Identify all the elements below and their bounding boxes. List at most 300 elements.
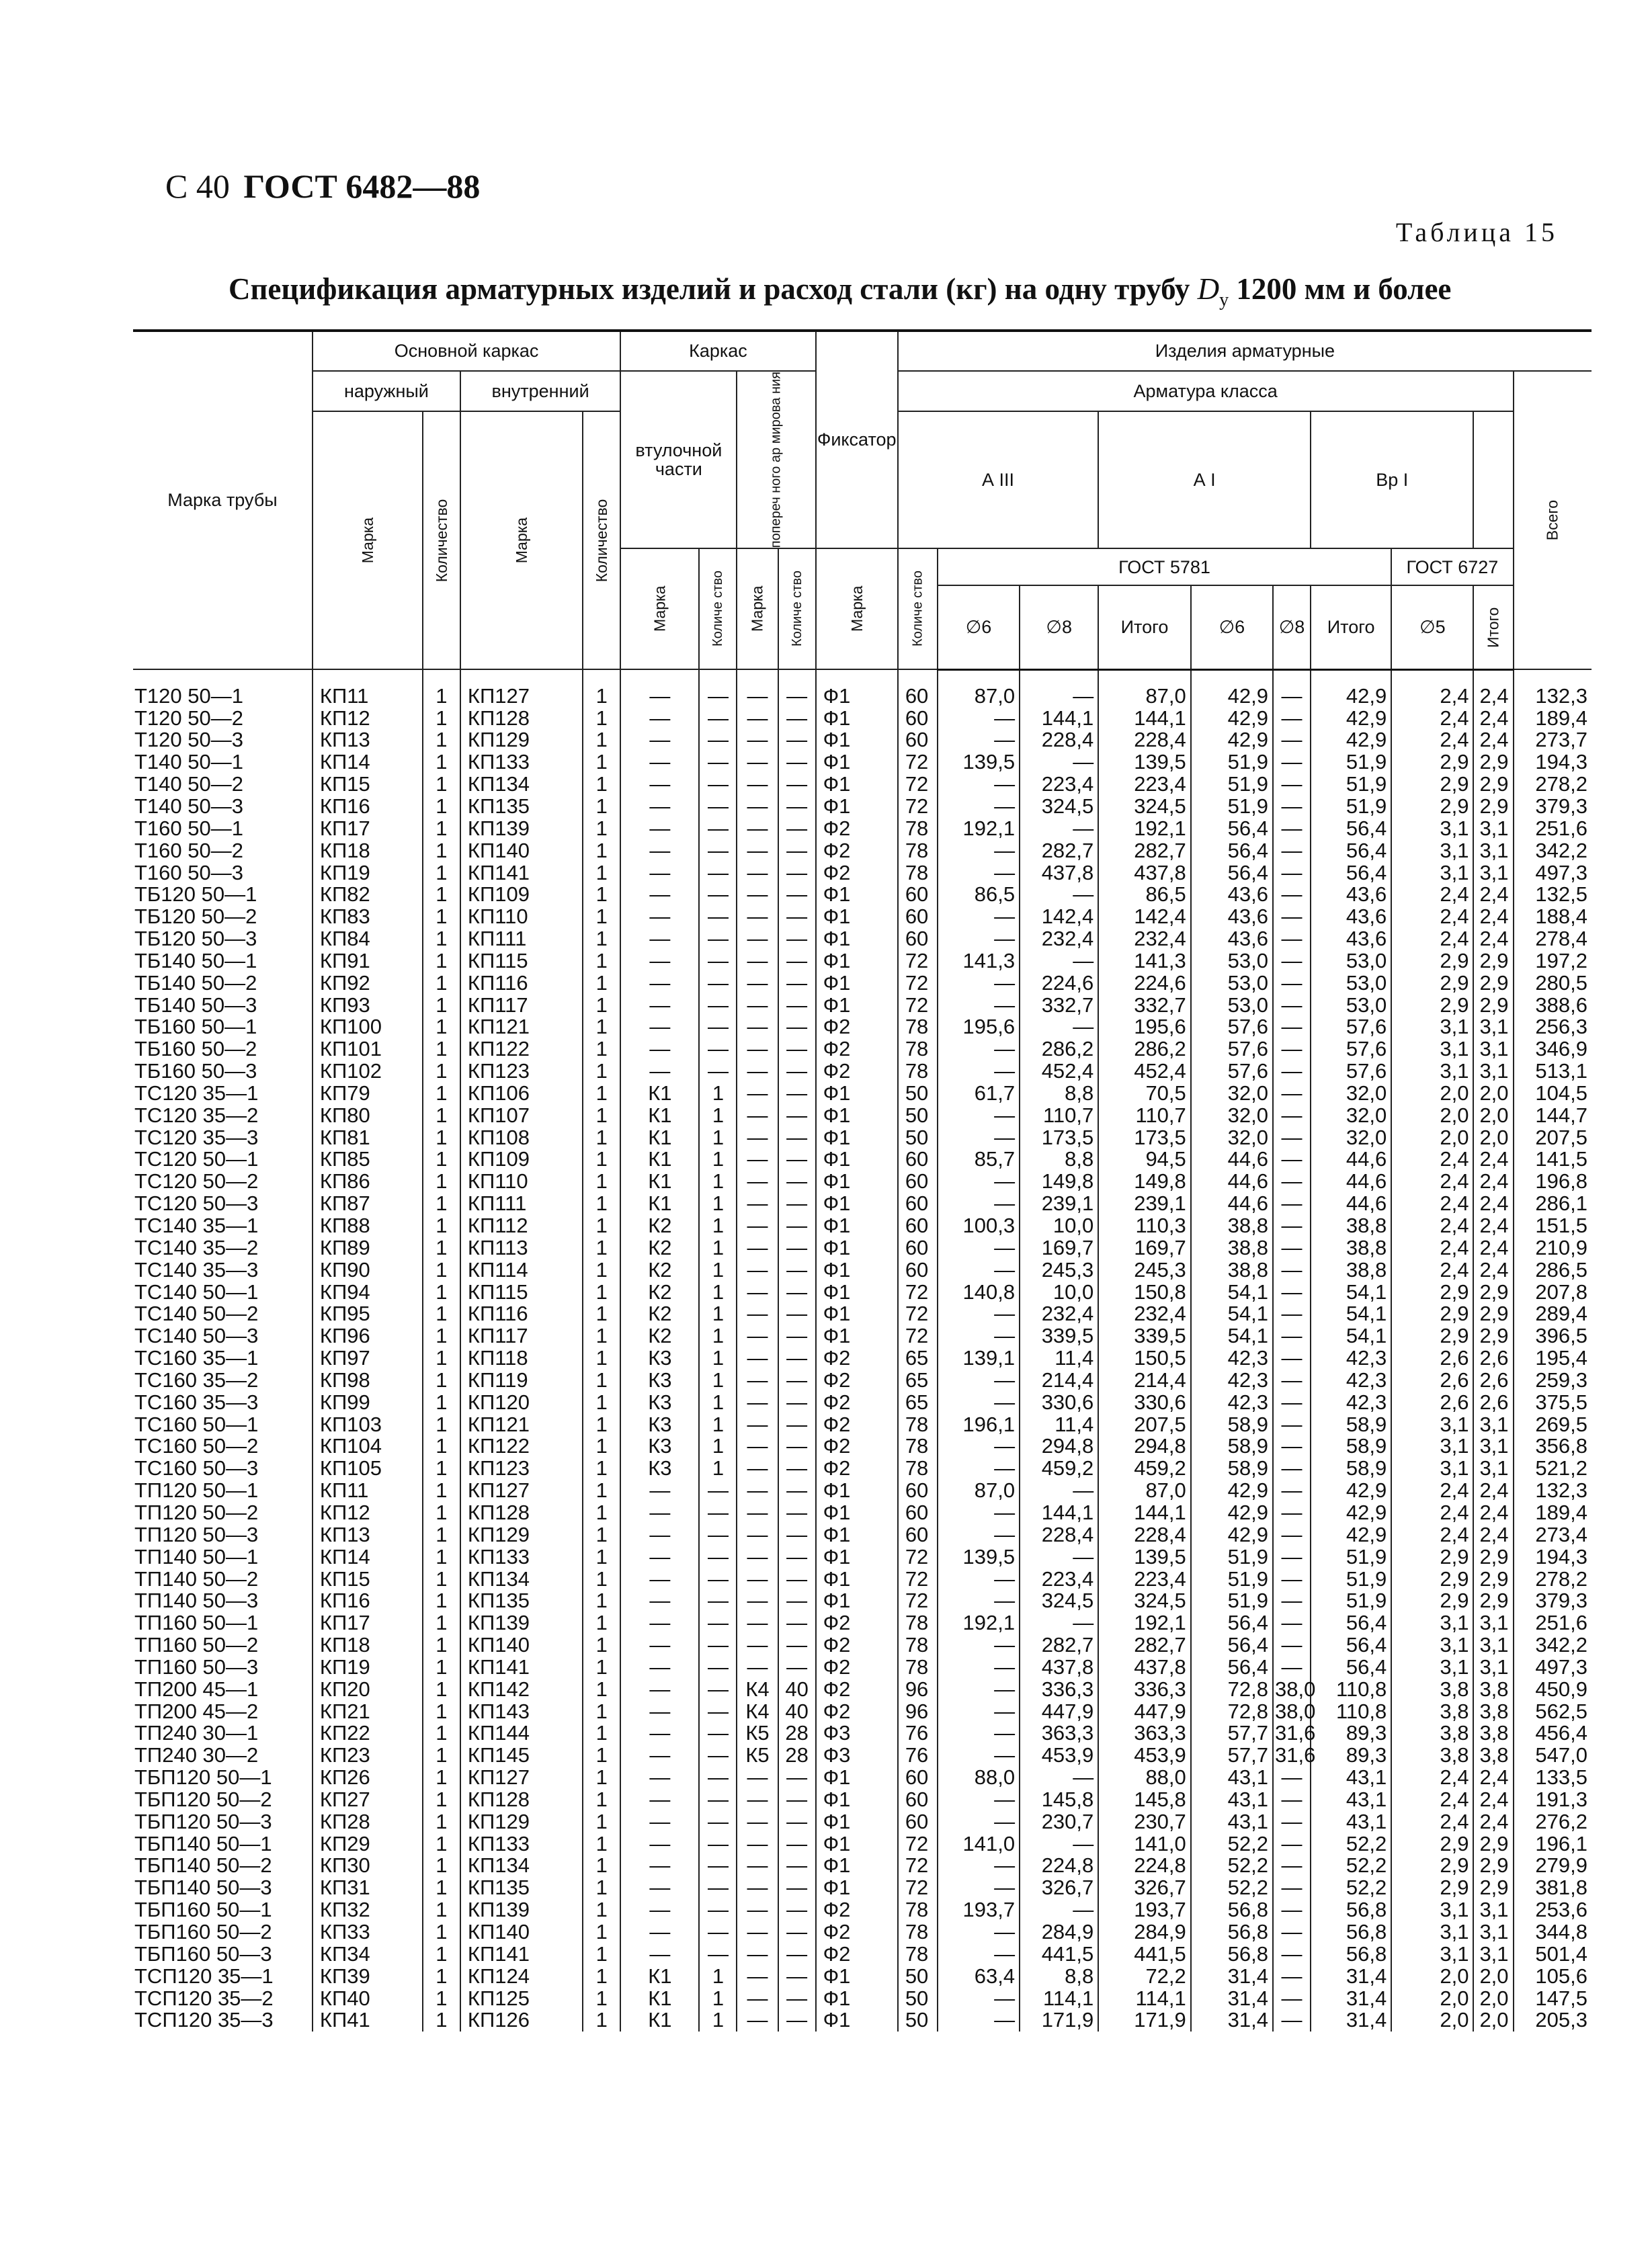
cell-a1-d6: 51,9 (1191, 796, 1273, 818)
cell-a1-d8: — (1273, 884, 1311, 906)
cell-a1-d8: 31,6 (1273, 1722, 1311, 1745)
cell-outer-mark: КП98 (313, 1370, 423, 1392)
cell-inner-qty: 1 (583, 1060, 620, 1083)
cell-sleeve-mark: К1 (620, 1966, 699, 1988)
cell-outer-qty: 1 (423, 1148, 460, 1171)
col-inner: внутренний (460, 371, 620, 411)
cell-a1-d8: — (1273, 1435, 1311, 1458)
page-header (165, 167, 480, 206)
cell-bp1-d5: 2,9 (1391, 1833, 1473, 1855)
cell-bp1-d5: 2,9 (1391, 972, 1473, 995)
cell-pipe-mark: ТБП140 50—3 (134, 1876, 272, 1900)
cell-inner-mark: КП107 (460, 1105, 583, 1127)
cell-a3-d6: 88,0 (938, 1767, 1020, 1789)
cell-sleeve-mark: — (620, 1016, 699, 1038)
cell-a3-total: 324,5 (1098, 1590, 1191, 1612)
cell-sleeve-mark: — (620, 1060, 699, 1083)
cell-sleeve-mark: — (620, 1722, 699, 1745)
cell-sleeve-mark: — (620, 906, 699, 928)
cell-a3-d8: 114,1 (1020, 1988, 1098, 2010)
cell-outer-qty: 1 (423, 840, 460, 862)
cell-a1-d8: — (1273, 1347, 1311, 1370)
table-row (133, 1060, 1592, 1083)
col-a3: А III (898, 411, 1098, 548)
cell-a1-d8: — (1273, 1988, 1311, 2010)
cell-inner-mark: КП119 (460, 1370, 583, 1392)
cell-inner-mark: КП116 (460, 972, 583, 995)
cell-bp1-total: 2,9 (1473, 1590, 1513, 1612)
cell-a3-d6: — (938, 1590, 1020, 1612)
cell-transverse-mark: — (737, 1811, 778, 1833)
cell-inner-qty: 1 (583, 1833, 620, 1855)
cell-a3-d6: — (938, 1458, 1020, 1480)
title-subscript: у (1219, 290, 1229, 310)
cell-fixator-qty: 60 (898, 729, 938, 751)
col-bp1-total: Итого (1473, 585, 1513, 669)
cell-pipe-mark: ТБ140 50—3 (134, 993, 257, 1017)
cell-sleeve-mark: — (620, 1524, 699, 1546)
cell-grand-total: 251,6 (1514, 818, 1592, 840)
cell-a3-d8: — (1020, 1612, 1098, 1634)
table-row (133, 796, 1592, 818)
cell-a3-d8: 437,8 (1020, 1657, 1098, 1679)
cell-pipe-mark: ТС160 50—1 (134, 1412, 259, 1436)
cell-inner-qty: 1 (583, 669, 620, 707)
cell-fixator-mark: Ф2 (816, 1634, 898, 1657)
cell-sleeve-mark: — (620, 1745, 699, 1767)
cell-inner-qty: 1 (583, 928, 620, 950)
cell-outer-qty: 1 (423, 1193, 460, 1215)
cell-a1-total: 53,0 (1311, 972, 1391, 995)
cell-transverse-qty: — (778, 1524, 816, 1546)
cell-a3-d8: 336,3 (1020, 1679, 1098, 1701)
cell-inner-mark: КП122 (460, 1435, 583, 1458)
cell-sleeve-mark: К1 (620, 1105, 699, 1127)
title-symbol: D (1197, 272, 1220, 306)
cell-fixator-mark: Ф2 (816, 1370, 898, 1392)
col-pipe-mark: Марка трубы (133, 331, 313, 669)
cell-a1-d8: 38,0 (1273, 1679, 1311, 1701)
cell-bp1-total: 3,1 (1473, 1943, 1513, 1966)
cell-inner-qty: 1 (583, 1016, 620, 1038)
cell-outer-mark: КП11 (313, 1480, 423, 1502)
cell-sleeve-mark: К1 (620, 1127, 699, 1149)
cell-inner-qty: 1 (583, 1943, 620, 1966)
cell-fixator-mark: Ф1 (816, 708, 898, 730)
cell-bp1-total: 2,4 (1473, 708, 1513, 730)
cell-a3-total: 459,2 (1098, 1458, 1191, 1480)
cell-a3-total: 150,8 (1098, 1282, 1191, 1304)
cell-sleeve-mark: — (620, 708, 699, 730)
cell-a1-total: 38,8 (1311, 1259, 1391, 1282)
cell-a3-d8: 459,2 (1020, 1458, 1098, 1480)
cell-a1-total: 44,6 (1311, 1193, 1391, 1215)
cell-pipe-mark: ТС160 35—3 (134, 1390, 259, 1414)
cell-outer-qty: 1 (423, 1789, 460, 1811)
cell-fixator-qty: 60 (898, 1480, 938, 1502)
cell-grand-total: 562,5 (1514, 1701, 1592, 1723)
cell-inner-qty: 1 (583, 1171, 620, 1193)
cell-fixator-mark: Ф2 (816, 1701, 898, 1723)
cell-transverse-qty: — (778, 1435, 816, 1458)
cell-a3-d8: 282,7 (1020, 840, 1098, 862)
cell-inner-mark: КП115 (460, 950, 583, 972)
cell-fixator-qty: 78 (898, 1435, 938, 1458)
cell-outer-mark: КП86 (313, 1171, 423, 1193)
cell-outer-mark: КП19 (313, 1657, 423, 1679)
cell-bp1-d5: 3,1 (1391, 840, 1473, 862)
cell-inner-mark: КП133 (460, 1833, 583, 1855)
cell-grand-total: 188,4 (1514, 906, 1592, 928)
cell-bp1-total: 3,8 (1473, 1722, 1513, 1745)
cell-inner-qty: 1 (583, 1458, 620, 1480)
cell-a3-d6: — (938, 906, 1020, 928)
cell-outer-mark: КП13 (313, 729, 423, 751)
cell-fixator-qty: 60 (898, 669, 938, 707)
cell-sleeve-qty: 1 (699, 1392, 737, 1414)
cell-a3-total: 141,0 (1098, 1833, 1191, 1855)
cell-inner-qty: 1 (583, 884, 620, 906)
table-row (133, 995, 1592, 1017)
cell-inner-mark: КП143 (460, 1701, 583, 1723)
cell-sleeve-mark: — (620, 928, 699, 950)
cell-a3-d6: — (938, 1370, 1020, 1392)
cell-a3-d8: 171,9 (1020, 2009, 1098, 2032)
cell-inner-mark: КП144 (460, 1722, 583, 1745)
cell-inner-qty: 1 (583, 1215, 620, 1237)
cell-sleeve-mark: — (620, 1833, 699, 1855)
cell-fixator-qty: 96 (898, 1701, 938, 1723)
col-frame: Каркас (620, 331, 815, 371)
page-number: С 40 (165, 167, 230, 205)
cell-a1-total: 38,8 (1311, 1215, 1391, 1237)
col-outer-qty: Количество (423, 411, 460, 669)
cell-a3-d6: — (938, 1657, 1020, 1679)
cell-a3-d6: — (938, 1877, 1020, 1899)
cell-transverse-mark: — (737, 1590, 778, 1612)
cell-grand-total: 141,5 (1514, 1148, 1592, 1171)
cell-a1-d8: — (1273, 1105, 1311, 1127)
cell-transverse-qty: — (778, 1634, 816, 1657)
cell-pipe-mark: ТС160 50—3 (134, 1456, 259, 1480)
cell-a3-total: 452,4 (1098, 1060, 1191, 1083)
cell-outer-mark: КП101 (313, 1038, 423, 1060)
cell-transverse-mark: — (737, 1325, 778, 1347)
cell-transverse-qty: — (778, 1480, 816, 1502)
cell-a3-total: 72,2 (1098, 1966, 1191, 1988)
cell-a3-d6: — (938, 995, 1020, 1017)
cell-grand-total: 151,5 (1514, 1215, 1592, 1237)
cell-a3-total: 324,5 (1098, 796, 1191, 818)
cell-a1-d8: — (1273, 1590, 1311, 1612)
cell-inner-mark: КП128 (460, 1789, 583, 1811)
cell-fixator-qty: 60 (898, 1767, 938, 1789)
cell-transverse-qty: — (778, 1237, 816, 1259)
cell-inner-mark: КП109 (460, 884, 583, 906)
cell-outer-mark: КП15 (313, 1568, 423, 1591)
cell-fixator-mark: Ф1 (816, 1546, 898, 1568)
cell-a1-total: 54,1 (1311, 1303, 1391, 1325)
cell-outer-mark: КП31 (313, 1877, 423, 1899)
cell-a1-total: 57,6 (1311, 1016, 1391, 1038)
cell-a3-d6: — (938, 1325, 1020, 1347)
cell-transverse-mark: — (737, 818, 778, 840)
cell-bp1-total: 3,1 (1473, 1060, 1513, 1083)
cell-sleeve-qty: — (699, 796, 737, 818)
cell-bp1-total: 3,1 (1473, 818, 1513, 840)
cell-a1-d6: 56,4 (1191, 818, 1273, 840)
cell-transverse-mark: — (737, 1458, 778, 1480)
cell-a3-d6: — (938, 1722, 1020, 1745)
cell-a1-d6: 56,4 (1191, 1634, 1273, 1657)
col-a1-total: Итого (1311, 585, 1391, 669)
cell-grand-total: 194,3 (1514, 1546, 1592, 1568)
cell-sleeve-qty: — (699, 729, 737, 751)
cell-inner-qty: 1 (583, 1524, 620, 1546)
cell-inner-mark: КП129 (460, 1524, 583, 1546)
cell-fixator-qty: 50 (898, 1966, 938, 1988)
cell-a1-total: 51,9 (1311, 773, 1391, 796)
cell-a3-d8: 228,4 (1020, 1524, 1098, 1546)
cell-a3-total: 169,7 (1098, 1237, 1191, 1259)
cell-a1-d6: 31,4 (1191, 2009, 1273, 2032)
cell-a3-d6: — (938, 2009, 1020, 2032)
cell-a1-d8: — (1273, 862, 1311, 884)
cell-grand-total: 253,6 (1514, 1899, 1592, 1921)
cell-sleeve-mark: — (620, 1590, 699, 1612)
cell-a1-d8: — (1273, 1789, 1311, 1811)
cell-fixator-qty: 60 (898, 1811, 938, 1833)
cell-a1-total: 51,9 (1311, 1568, 1391, 1591)
table-row (133, 1325, 1592, 1347)
table-row (133, 862, 1592, 884)
cell-fixator-mark: Ф3 (816, 1722, 898, 1745)
cell-transverse-qty: — (778, 1215, 816, 1237)
cell-a1-d6: 58,9 (1191, 1458, 1273, 1480)
cell-bp1-d5: 2,9 (1391, 1877, 1473, 1899)
cell-outer-qty: 1 (423, 1458, 460, 1480)
cell-a1-d6: 42,3 (1191, 1370, 1273, 1392)
table-row (133, 1833, 1592, 1855)
cell-sleeve-mark: К3 (620, 1435, 699, 1458)
cell-bp1-d5: 2,4 (1391, 1524, 1473, 1546)
cell-a3-d8: 10,0 (1020, 1215, 1098, 1237)
cell-a1-total: 38,8 (1311, 1237, 1391, 1259)
cell-fixator-mark: Ф1 (816, 773, 898, 796)
cell-outer-mark: КП18 (313, 1634, 423, 1657)
cell-a1-total: 58,9 (1311, 1435, 1391, 1458)
cell-transverse-qty: — (778, 1414, 816, 1436)
cell-fixator-mark: Ф1 (816, 1877, 898, 1899)
cell-sleeve-mark: К2 (620, 1215, 699, 1237)
cell-grand-total: 379,3 (1514, 796, 1592, 818)
cell-transverse-qty: — (778, 1767, 816, 1789)
cell-inner-qty: 1 (583, 1303, 620, 1325)
cell-transverse-mark: — (737, 1347, 778, 1370)
cell-sleeve-mark: К3 (620, 1458, 699, 1480)
cell-bp1-total: 2,9 (1473, 1282, 1513, 1304)
cell-fixator-qty: 50 (898, 1083, 938, 1105)
cell-outer-mark: КП39 (313, 1966, 423, 1988)
cell-inner-qty: 1 (583, 840, 620, 862)
cell-fixator-mark: Ф1 (816, 1282, 898, 1304)
cell-inner-qty: 1 (583, 1370, 620, 1392)
cell-bp1-d5: 3,1 (1391, 1038, 1473, 1060)
cell-pipe-mark: ТС120 35—3 (134, 1125, 259, 1149)
cell-fixator-mark: Ф1 (816, 1767, 898, 1789)
cell-outer-mark: КП92 (313, 972, 423, 995)
cell-outer-qty: 1 (423, 1237, 460, 1259)
cell-transverse-qty: — (778, 729, 816, 751)
cell-inner-mark: КП134 (460, 773, 583, 796)
cell-outer-qty: 1 (423, 1083, 460, 1105)
cell-a3-total: 88,0 (1098, 1767, 1191, 1789)
cell-outer-qty: 1 (423, 1282, 460, 1304)
cell-bp1-total: 2,0 (1473, 1083, 1513, 1105)
cell-a1-total: 44,6 (1311, 1171, 1391, 1193)
cell-outer-qty: 1 (423, 1016, 460, 1038)
cell-fixator-qty: 78 (898, 818, 938, 840)
cell-a3-total: 228,4 (1098, 1524, 1191, 1546)
cell-inner-qty: 1 (583, 1038, 620, 1060)
cell-a1-d6: 52,2 (1191, 1877, 1273, 1899)
cell-outer-qty: 1 (423, 1921, 460, 1943)
cell-outer-qty: 1 (423, 1701, 460, 1723)
cell-a3-total: 228,4 (1098, 729, 1191, 751)
cell-transverse-qty: — (778, 1966, 816, 1988)
cell-fixator-qty: 50 (898, 1988, 938, 2010)
cell-fixator-mark: Ф1 (816, 1568, 898, 1591)
cell-fixator-qty: 78 (898, 1612, 938, 1634)
cell-a3-d6: — (938, 1811, 1020, 1833)
cell-sleeve-qty: 1 (699, 1171, 737, 1193)
cell-fixator-mark: Ф2 (816, 818, 898, 840)
cell-a1-d8: — (1273, 796, 1311, 818)
col-products: Изделия арматурные (898, 331, 1592, 371)
cell-a3-d6: — (938, 1171, 1020, 1193)
cell-fixator-qty: 96 (898, 1679, 938, 1701)
cell-a3-d6: — (938, 1392, 1020, 1414)
cell-transverse-qty: — (778, 1899, 816, 1921)
table-row (133, 1657, 1592, 1679)
cell-inner-qty: 1 (583, 773, 620, 796)
cell-a3-d8: 339,5 (1020, 1325, 1098, 1347)
cell-transverse-qty: — (778, 669, 816, 707)
cell-transverse-mark: — (737, 840, 778, 862)
cell-sleeve-qty: — (699, 1722, 737, 1745)
cell-sleeve-qty: — (699, 1016, 737, 1038)
cell-a3-d6: — (938, 1921, 1020, 1943)
cell-bp1-total: 2,4 (1473, 1480, 1513, 1502)
cell-transverse-mark: — (737, 1568, 778, 1591)
cell-a3-total: 70,5 (1098, 1083, 1191, 1105)
cell-fixator-mark: Ф1 (816, 972, 898, 995)
cell-grand-total: 269,5 (1514, 1414, 1592, 1436)
cell-a1-d8: — (1273, 1833, 1311, 1855)
cell-sleeve-mark: К1 (620, 1193, 699, 1215)
cell-a1-d6: 58,9 (1191, 1435, 1273, 1458)
cell-outer-mark: КП14 (313, 1546, 423, 1568)
cell-bp1-total: 2,9 (1473, 1325, 1513, 1347)
cell-a3-d8: 294,8 (1020, 1435, 1098, 1458)
cell-a1-total: 110,8 (1311, 1701, 1391, 1723)
cell-inner-qty: 1 (583, 1988, 620, 2010)
cell-fixator-mark: Ф3 (816, 1745, 898, 1767)
cell-sleeve-qty: — (699, 773, 737, 796)
cell-fixator-qty: 50 (898, 1105, 938, 1127)
cell-transverse-qty: — (778, 906, 816, 928)
cell-pipe-mark: Т120 50—1 (134, 683, 243, 708)
col-a1-d6: ∅6 (1191, 585, 1273, 669)
table-row (133, 1414, 1592, 1436)
cell-fixator-mark: Ф2 (816, 1899, 898, 1921)
cell-sleeve-qty: — (699, 1833, 737, 1855)
cell-bp1-d5: 3,1 (1391, 1612, 1473, 1634)
cell-inner-mark: КП106 (460, 1083, 583, 1105)
table-row (133, 1767, 1592, 1789)
cell-bp1-d5: 2,0 (1391, 1966, 1473, 1988)
cell-a3-total: 139,5 (1098, 1546, 1191, 1568)
cell-pipe-mark: ТБ160 50—2 (134, 1037, 257, 1061)
cell-a1-total: 32,0 (1311, 1105, 1391, 1127)
cell-a1-d8: — (1273, 1877, 1311, 1899)
cell-fixator-mark: Ф1 (816, 1502, 898, 1524)
cell-bp1-d5: 3,1 (1391, 1458, 1473, 1480)
cell-inner-qty: 1 (583, 1325, 620, 1347)
cell-fixator-mark: Ф2 (816, 1392, 898, 1414)
cell-a1-d6: 44,6 (1191, 1148, 1273, 1171)
cell-a1-d6: 53,0 (1191, 950, 1273, 972)
cell-sleeve-qty: — (699, 1502, 737, 1524)
cell-bp1-total: 2,4 (1473, 1215, 1513, 1237)
cell-a1-d6: 56,4 (1191, 1657, 1273, 1679)
cell-grand-total: 196,8 (1514, 1171, 1592, 1193)
cell-fixator-mark: Ф1 (816, 1083, 898, 1105)
cell-fixator-mark: Ф2 (816, 1347, 898, 1370)
cell-pipe-mark: Т160 50—2 (134, 838, 243, 862)
table-row (133, 751, 1592, 773)
cell-sleeve-mark: — (620, 1679, 699, 1701)
cell-a3-d6: — (938, 1745, 1020, 1767)
col-gost6727: ГОСТ 6727 (1391, 548, 1513, 585)
cell-sleeve-mark: К1 (620, 1148, 699, 1171)
cell-inner-qty: 1 (583, 1612, 620, 1634)
cell-grand-total: 497,3 (1514, 1657, 1592, 1679)
cell-outer-mark: КП94 (313, 1282, 423, 1304)
cell-inner-mark: КП135 (460, 796, 583, 818)
cell-sleeve-qty: — (699, 1568, 737, 1591)
cell-a1-total: 56,4 (1311, 840, 1391, 862)
cell-sleeve-qty: — (699, 1634, 737, 1657)
col-grand-total: Всего (1514, 371, 1592, 669)
cell-a1-total: 58,9 (1311, 1414, 1391, 1436)
cell-transverse-mark: — (737, 1259, 778, 1282)
cell-sleeve-mark: — (620, 1899, 699, 1921)
cell-a3-total: 224,8 (1098, 1855, 1191, 1877)
cell-a1-d8: — (1273, 1480, 1311, 1502)
cell-pipe-mark: ТС140 50—3 (134, 1324, 259, 1348)
cell-bp1-total: 3,8 (1473, 1679, 1513, 1701)
cell-a3-d8: 326,7 (1020, 1877, 1098, 1899)
cell-inner-qty: 1 (583, 1546, 620, 1568)
cell-sleeve-qty: — (699, 862, 737, 884)
cell-pipe-mark: ТП160 50—2 (134, 1633, 259, 1657)
cell-bp1-d5: 2,4 (1391, 906, 1473, 928)
cell-transverse-mark: — (737, 862, 778, 884)
cell-outer-mark: КП93 (313, 995, 423, 1017)
cell-bp1-total: 2,9 (1473, 773, 1513, 796)
cell-a3-d8: 453,9 (1020, 1745, 1098, 1767)
